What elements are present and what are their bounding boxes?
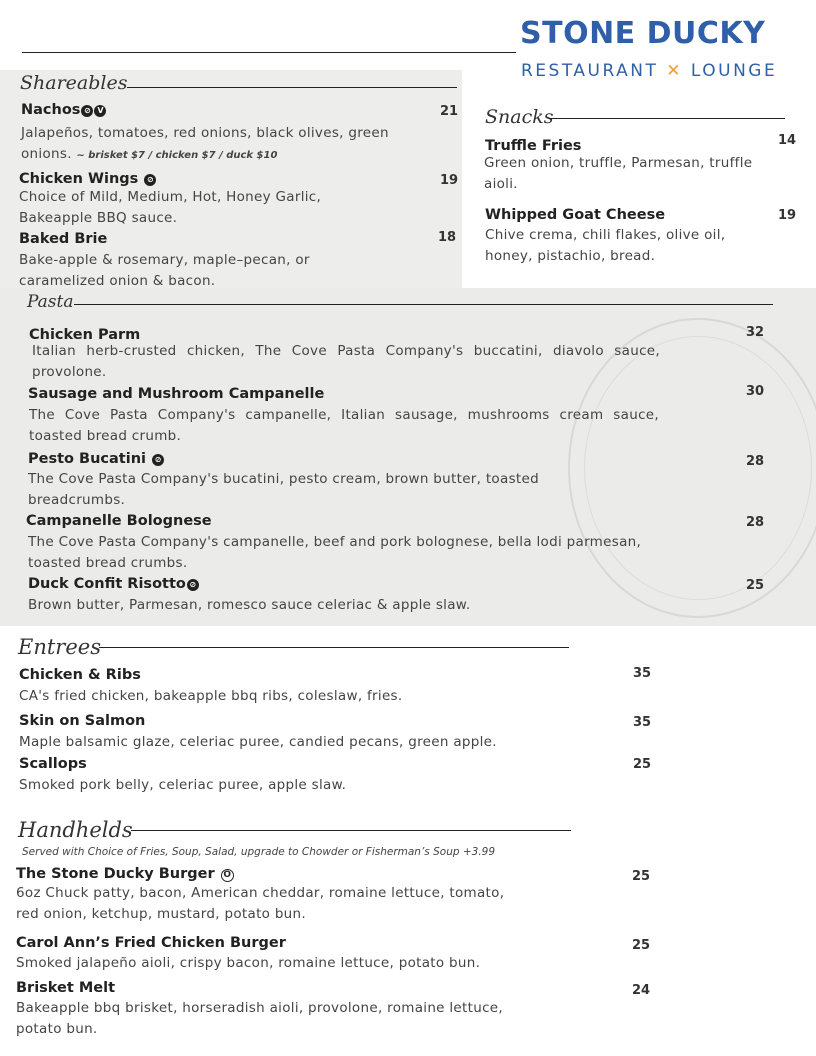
ocean-wise-icon: O <box>221 869 234 882</box>
menu-item-price: 35 <box>633 666 652 681</box>
menu-item-desc: Green onion, truffle, Parmesan, truffle aioli. <box>484 155 753 192</box>
menu-item-desc: 6oz Chuck patty, bacon, American cheddar, romaine lettuce, tomato, red onion, ketchup, mustard, potato bun. <box>16 885 505 922</box>
menu-item-name-truffle-fries: Truffle Fries <box>485 138 582 154</box>
menu-item-name-stone-ducky-burger: The Stone Ducky Burger O <box>16 866 234 882</box>
menu-item-name-scallops: Scallops <box>19 756 87 772</box>
menu-item-price: 32 <box>746 325 765 340</box>
cutlery-icon: ✕ <box>666 61 683 81</box>
menu-item-desc: Italian herb-crusted chicken, The Cove Pasta Company's buccatini, diavolo sauce, provolone. <box>32 343 660 380</box>
menu-item-desc: Smoked jalapeño aioli, crispy bacon, romaine lettuce, potato bun. <box>16 955 481 971</box>
menu-item-name-sausage-mushroom-campanelle: Sausage and Mushroom Campanelle <box>28 386 325 402</box>
menu-item-desc: Chive crema, chili flakes, olive oil, honey, pistachio, bread. <box>485 227 726 264</box>
menu-item-price: 21 <box>440 104 459 119</box>
menu-item-price: 30 <box>746 384 765 399</box>
menu-item-price: 25 <box>633 757 652 772</box>
section-rule-pasta <box>74 304 773 305</box>
menu-item-desc: CA's fried chicken, bakeapple bbq ribs, coleslaw, fries. <box>19 688 403 704</box>
menu-item-desc: The Cove Pasta Company's campanelle, Italian sausage, mushrooms cream sauce, toasted bread crumb. <box>29 407 659 444</box>
menu-item-name-chicken-parm: Chicken Parm <box>29 327 141 343</box>
menu-item-desc: Smoked pork belly, celeriac puree, apple slaw. <box>19 777 347 793</box>
gluten-free-icon: ⊘ <box>81 105 93 117</box>
brand-name: STONE DUCKY <box>520 16 766 51</box>
nachos-addons: ~ brisket $7 / chicken $7 / duck $10 <box>76 150 278 161</box>
menu-item-desc: Choice of Mild, Medium, Hot, Honey Garlic, Bakeapple BBQ sauce. <box>19 189 322 226</box>
menu-item-name-duck-confit-risotto: Duck Confit Risotto ⊘ <box>28 576 199 592</box>
vegetarian-icon: V <box>94 105 106 117</box>
menu-item-desc: The Cove Pasta Company's campanelle, beef and pork bolognese, bella lodi parmesan, toasted bread crumbs. <box>28 534 642 571</box>
menu-item-price: 18 <box>438 230 457 245</box>
menu-item-price: 35 <box>633 715 652 730</box>
gluten-free-icon: ⊘ <box>187 579 199 591</box>
gluten-free-icon: ⊘ <box>144 174 156 186</box>
menu-item-name-pesto-bucatini: Pesto Bucatini ⊘ <box>28 451 164 467</box>
brand-sub-left: RESTAURANT <box>521 61 659 81</box>
brand-subtitle <box>521 61 777 81</box>
menu-item-desc-nachos: Jalapeños, tomatoes, red onions, black olives, green onions. ~ brisket $7 / chicken $7 / duck $10 <box>21 125 389 162</box>
section-title-handhelds: Handhelds <box>18 818 133 842</box>
menu-item-price: 19 <box>778 208 797 223</box>
section-title-shareables: Shareables <box>20 72 128 94</box>
section-rule-snacks <box>549 118 785 119</box>
menu-item-desc: The Cove Pasta Company's bucatini, pesto cream, brown butter, toasted breadcrumbs. <box>28 471 539 508</box>
menu-item-price: 24 <box>632 983 651 998</box>
section-rule-shareables <box>127 87 457 88</box>
menu-item-name-skin-on-salmon: Skin on Salmon <box>19 713 146 729</box>
header-rule <box>22 52 516 53</box>
handhelds-sides-note: Served with Choice of Fries, Soup, Salad, upgrade to Chowder or Fisherman’s Soup +3.99 <box>22 846 496 858</box>
menu-item-desc: Bakeapple bbq brisket, horseradish aioli, provolone, romaine lettuce, potato bun. <box>16 1000 503 1037</box>
section-rule-handhelds <box>131 830 571 831</box>
menu-item-price: 28 <box>746 515 765 530</box>
section-title-snacks: Snacks <box>485 106 554 128</box>
menu-item-name-campanelle-bolognese: Campanelle Bolognese <box>26 513 212 529</box>
vegetarian-icon: ⊘ <box>152 454 164 466</box>
menu-item-price: 19 <box>440 173 459 188</box>
menu-item-price: 25 <box>746 578 765 593</box>
menu-item-name-chicken-ribs: Chicken & Ribs <box>19 667 141 683</box>
menu-item-desc: Bake-apple & rosemary, maple–pecan, or caramelized onion & bacon. <box>19 252 310 289</box>
menu-item-name-baked-brie: Baked Brie <box>19 231 108 247</box>
menu-item-price: 25 <box>632 869 651 884</box>
menu-item-name-carol-anns-fried-chicken-burger: Carol Ann’s Fried Chicken Burger <box>16 935 286 951</box>
menu-item-price: 14 <box>778 133 797 148</box>
brand-sub-right: LOUNGE <box>690 61 778 81</box>
menu-item-name-nachos: Nachos ⊘ V <box>21 102 106 118</box>
section-title-pasta: Pasta <box>27 292 74 312</box>
menu-item-price: 28 <box>746 454 765 469</box>
menu-item-desc: Brown butter, Parmesan, romesco sauce celeriac & apple slaw. <box>28 597 471 613</box>
menu-item-price: 25 <box>632 938 651 953</box>
menu-item-name-whipped-goat-cheese: Whipped Goat Cheese <box>485 207 666 223</box>
menu-item-desc: Maple balsamic glaze, celeriac puree, candied pecans, green apple. <box>19 734 497 750</box>
section-rule-entrees <box>99 647 569 648</box>
menu-item-name-chicken-wings: Chicken Wings ⊘ <box>19 171 156 187</box>
menu-item-name-brisket-melt: Brisket Melt <box>16 980 116 996</box>
section-title-entrees: Entrees <box>18 635 101 659</box>
